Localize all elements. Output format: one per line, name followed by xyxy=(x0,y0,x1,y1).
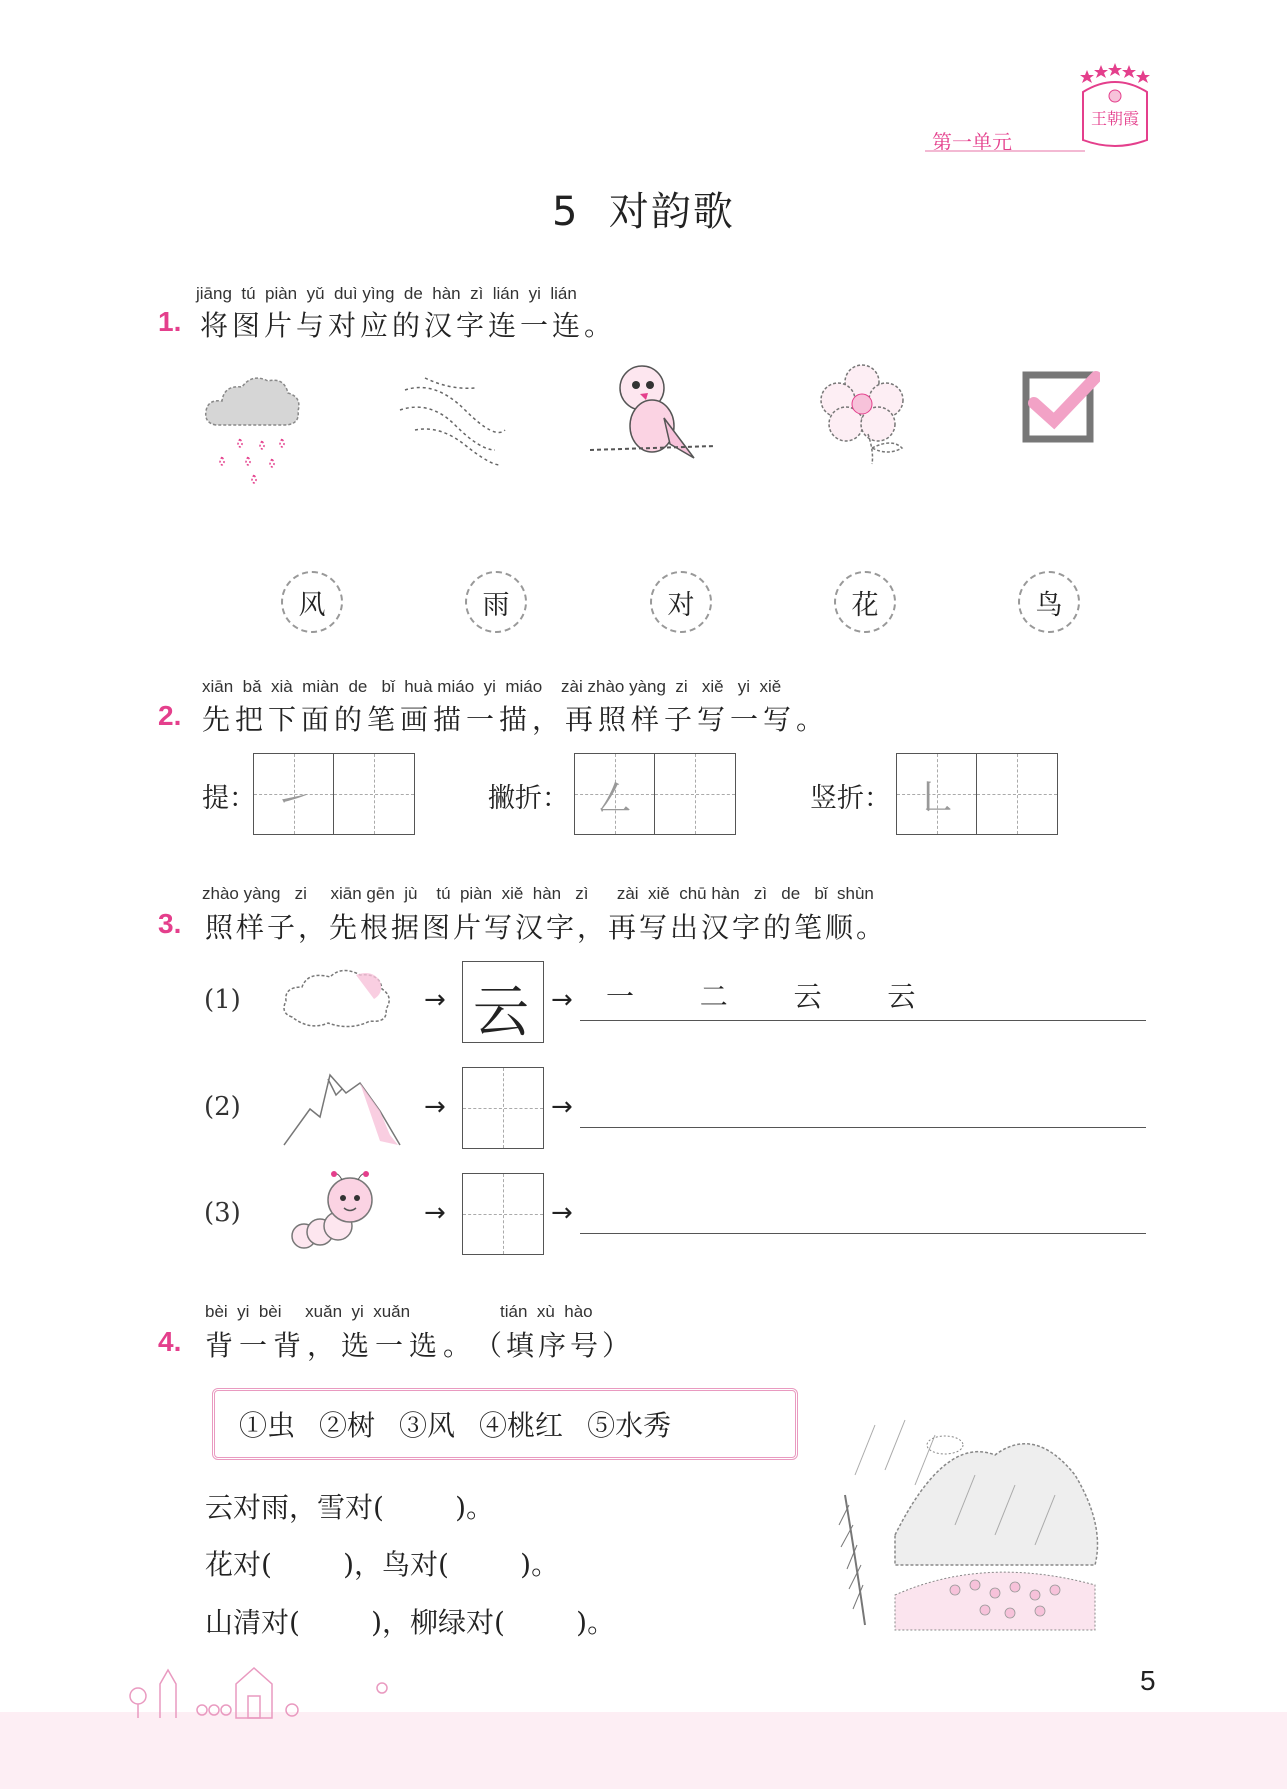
option: ⑤水秀 xyxy=(587,1409,672,1442)
sample-stroke: ㇀ xyxy=(274,777,314,823)
option: ②树 xyxy=(319,1409,376,1442)
q4-text: 背一背，选一选。 xyxy=(205,1329,478,1362)
char-circle[interactable]: 雨 xyxy=(465,571,527,633)
page-title: 5 对韵歌 xyxy=(552,189,735,235)
cloud-picture xyxy=(280,965,395,1035)
q4-number: 4. xyxy=(158,1326,182,1357)
q4-note-pinyin: tián xù hào xyxy=(500,1302,593,1321)
footer-decoration xyxy=(122,1660,402,1720)
q3-pinyin: zhào yàng zi xiān gēn jù tú piàn xiě hàn zì zài xiě chū hàn zì de bǐ shùn xyxy=(202,884,874,903)
option: ④桃红 xyxy=(479,1409,564,1442)
q2-text: 先把下面的笔画描一描，再照样子写一写。 xyxy=(202,703,830,736)
row-label: (2) xyxy=(204,1092,241,1122)
q4-pinyin: bèi yi bèi xuǎn yi xuǎn xyxy=(205,1302,411,1321)
option: ①虫 xyxy=(239,1409,296,1442)
stroke-label-piezhe: 撇折： xyxy=(488,783,569,814)
q2-pinyin: xiān bǎ xià miàn de bǐ huà miáo yi miáo zài zhào yàng zi xiě yi xiě xyxy=(202,677,782,696)
q1-text: 将图片与对应的汉字连一连。 xyxy=(200,309,617,342)
fill-line-2[interactable]: 花对( )，鸟对( )。 xyxy=(205,1548,560,1581)
arrow: → xyxy=(551,985,573,1015)
char-circle[interactable]: 风 xyxy=(281,571,343,633)
char-circle[interactable]: 花 xyxy=(834,571,896,633)
arrow: → xyxy=(424,1092,446,1122)
arrow: → xyxy=(424,1198,446,1228)
footer-band xyxy=(0,1712,1287,1789)
check-picture xyxy=(1020,365,1100,445)
grid-cell[interactable] xyxy=(655,754,735,834)
row-label: (1) xyxy=(204,985,241,1015)
q1-number: 1. xyxy=(158,306,182,337)
grid-cell[interactable] xyxy=(254,754,334,834)
cloud-rain-picture xyxy=(198,365,308,495)
landscape-picture xyxy=(835,1415,1115,1640)
q1-pinyin: jiāng tú piàn yǔ duì yìng de hàn zì lián yi lián xyxy=(196,284,577,303)
fill-line-1[interactable]: 云对雨，雪对( )。 xyxy=(205,1491,495,1524)
options-box xyxy=(212,1388,798,1460)
flower-picture xyxy=(812,362,912,467)
wind-picture xyxy=(395,370,510,470)
sample-stroke: ㇗ xyxy=(915,774,958,823)
answer-box[interactable] xyxy=(462,961,544,1043)
arrow: → xyxy=(551,1092,573,1122)
q3-text: 照样子，先根据图片写汉字，再写出汉字的笔顺。 xyxy=(205,911,888,944)
row-label: (3) xyxy=(204,1198,241,1228)
stroke-label-ti: 提： xyxy=(202,783,256,814)
q2-number: 2. xyxy=(158,700,182,731)
stroke-sequence: 一 二 云 云 xyxy=(606,980,932,1013)
caterpillar-picture xyxy=(288,1170,388,1260)
answer-box[interactable] xyxy=(462,1173,544,1255)
arrow: → xyxy=(551,1198,573,1228)
q3-number: 3. xyxy=(158,908,182,939)
char-circle[interactable]: 鸟 xyxy=(1018,571,1080,633)
answer-box[interactable] xyxy=(462,1067,544,1149)
answer-line[interactable] xyxy=(580,1020,1146,1021)
logo-text: 王朝霞 xyxy=(1090,109,1140,128)
sample-stroke: ㇜ xyxy=(593,774,636,823)
fill-line-3[interactable]: 山清对( )，柳绿对( )。 xyxy=(205,1606,616,1639)
unit-label: 第一单元 xyxy=(932,130,1012,154)
q4-note: （填序号） xyxy=(474,1329,635,1362)
arrow: → xyxy=(424,985,446,1015)
grid-cell[interactable] xyxy=(977,754,1057,834)
grid-cell[interactable] xyxy=(897,754,977,834)
stroke-label-shuzhe: 竖折： xyxy=(810,783,891,814)
answer-line[interactable] xyxy=(580,1233,1146,1234)
writing-grid-ti[interactable] xyxy=(253,753,415,835)
writing-grid-shuzhe[interactable] xyxy=(896,753,1058,835)
unit-underline xyxy=(925,150,1085,152)
grid-cell[interactable] xyxy=(334,754,414,834)
mountain-picture xyxy=(280,1065,405,1150)
char-circle[interactable]: 对 xyxy=(650,571,712,633)
writing-grid-piezhe[interactable] xyxy=(574,753,736,835)
option: ③风 xyxy=(399,1409,456,1442)
bird-picture xyxy=(590,358,715,473)
answer-line[interactable] xyxy=(580,1127,1146,1128)
answer-char: 云 xyxy=(473,980,529,1045)
page-number: 5 xyxy=(1140,1665,1156,1696)
grid-cell[interactable] xyxy=(575,754,655,834)
publisher-logo xyxy=(1075,62,1155,152)
